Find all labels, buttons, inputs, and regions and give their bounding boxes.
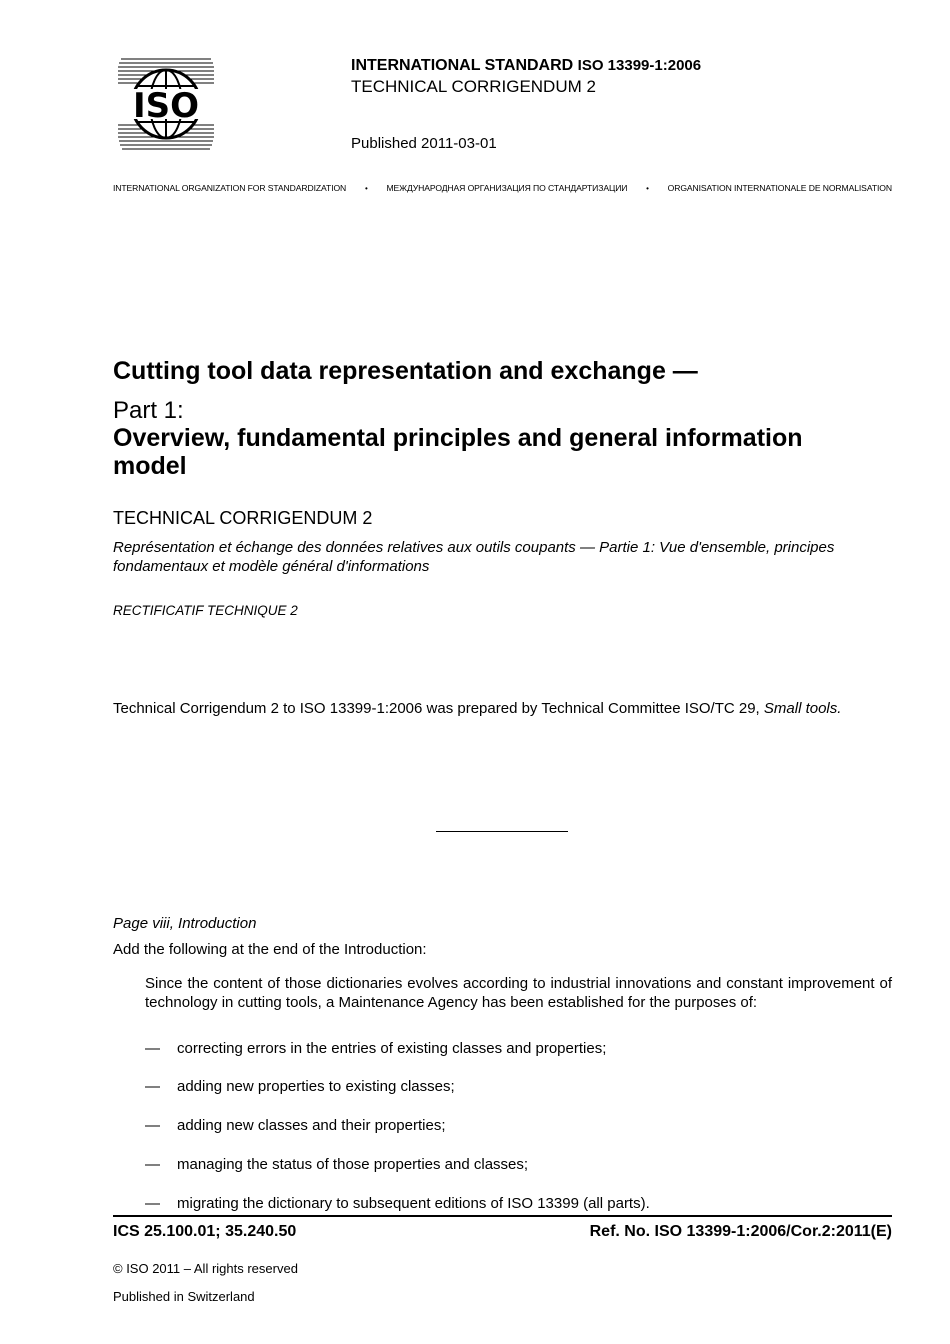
dash: — [145, 1117, 160, 1134]
dash: — [145, 1078, 160, 1095]
standard-number: ISO 13399-1:2006 [577, 57, 702, 74]
org-name-en: INTERNATIONAL ORGANIZATION FOR STANDARDIZATION [113, 183, 347, 193]
preparation-text: Technical Corrigendum 2 to ISO 13399-1:2006 was prepared by Technical Committee ISO/TC 29, [113, 700, 760, 717]
corrigendum-title: TECHNICAL CORRIGENDUM 2 [113, 508, 373, 528]
separator-rule [436, 831, 568, 832]
amendment-instruction: Add the following at the end of the Introduction: [113, 941, 427, 958]
copyright-notice: © ISO 2011 – All rights reserved [113, 1261, 298, 1276]
list-item-text: correcting errors in the entries of existing classes and properties; [177, 1040, 607, 1057]
org-separator: • [364, 183, 368, 193]
iso-logo-text: ISO [132, 86, 200, 126]
preparation-statement [113, 700, 892, 718]
preparation-end: . [837, 700, 842, 717]
dash: — [145, 1040, 160, 1057]
list-item [145, 1156, 528, 1173]
part-title: Overview, fundamental principles and general information model [113, 424, 803, 480]
list-item [145, 1117, 446, 1134]
org-separator: • [646, 183, 649, 193]
list-item-text: adding new properties to existing classes; [177, 1078, 455, 1095]
list-item [145, 1078, 455, 1095]
amendment-location: Page viii, Introduction [113, 915, 257, 932]
document-title: Cutting tool data representation and exchange — [113, 357, 698, 385]
french-title: Représentation et échange des données relatives aux outils coupants — Partie 1: Vue d'ensemble, principes fondamentaux et modèle général d'informations [113, 539, 835, 575]
list-item-text: managing the status of those properties and classes; [177, 1156, 529, 1173]
org-name-ru: МЕЖДУНАРОДНАЯ ОРГАНИЗАЦИЯ ПО СТАНДАРТИЗАЦИИ [386, 183, 628, 193]
reference-number: Ref. No. ISO 13399-1:2006/Cor.2:2011(E) [589, 1223, 892, 1240]
french-corrigendum: RECTIFICATIF TECHNIQUE 2 [113, 603, 298, 618]
dash: — [145, 1156, 160, 1173]
list-item-text: migrating the dictionary to subsequent editions of ISO 13399 (all parts). [177, 1195, 650, 1212]
organization-names [113, 183, 892, 193]
org-name-fr: ORGANISATION INTERNATIONALE DE NORMALISATION [667, 183, 892, 193]
iso-logo [117, 56, 215, 152]
standard-designation [351, 57, 701, 75]
published-date: Published 2011-03-01 [351, 135, 497, 152]
ics-code: ICS 25.100.01; 35.240.50 [113, 1223, 297, 1240]
list-item [145, 1195, 650, 1212]
published-in: Published in Switzerland [113, 1289, 255, 1304]
dash: — [145, 1195, 160, 1212]
header-corrigendum: TECHNICAL CORRIGENDUM 2 [351, 77, 596, 96]
part-label: Part 1: [113, 397, 184, 424]
standard-label: INTERNATIONAL STANDARD [351, 57, 574, 74]
footer-rule [113, 1215, 892, 1217]
amendment-paragraph: Since the content of those dictionaries evolves according to industrial innovations and constant improvement of technology in cutting tools, a Maintenance Agency has been established for the purposes of: [145, 975, 892, 1011]
list-item [145, 1040, 606, 1057]
list-item-text: adding new classes and their properties; [177, 1117, 446, 1134]
committee-name: Small tools [763, 700, 838, 717]
